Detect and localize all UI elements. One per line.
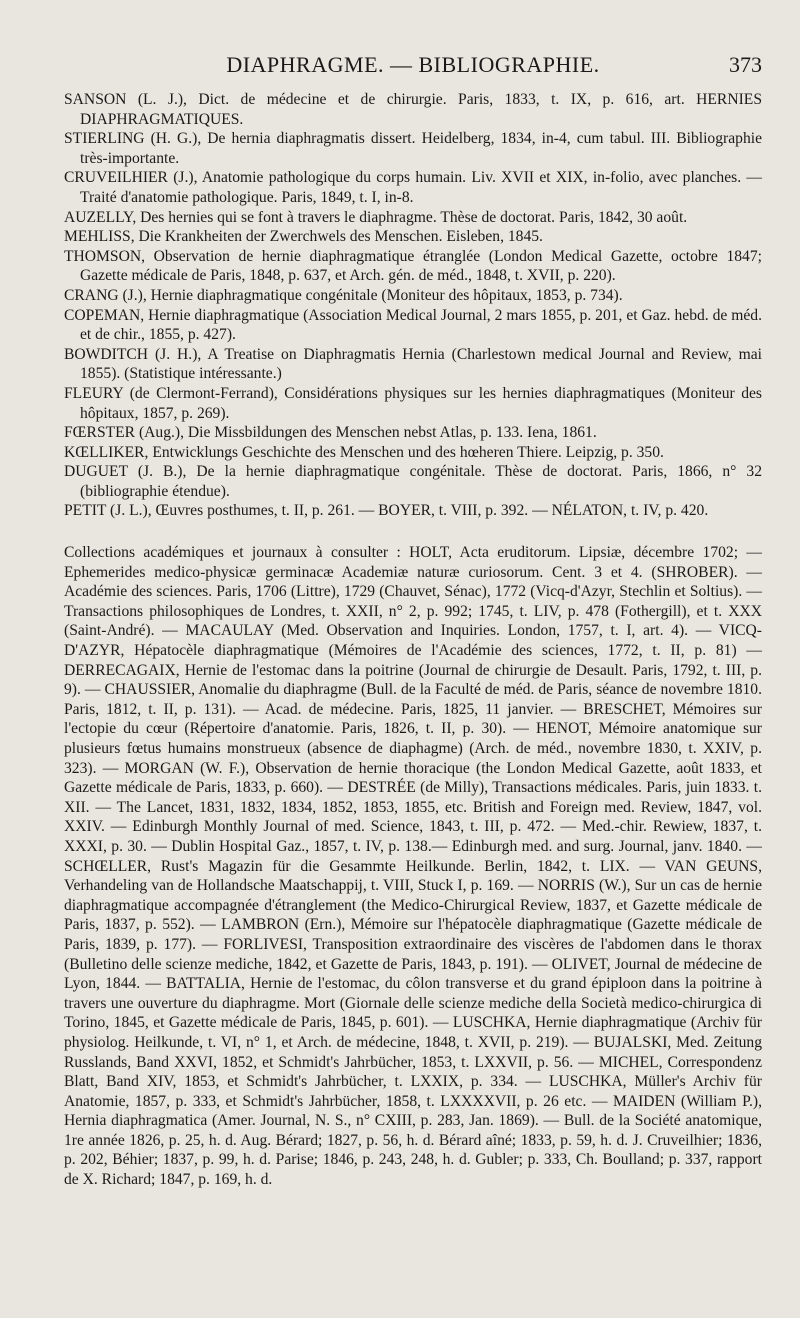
bibliography-entry: SANSON (L. J.), Dict. de médecine et de chirurgie. Paris, 1833, t. IX, p. 616, art. HERNIES DIAPHRAGMATIQUES.	[64, 91, 762, 128]
bibliography-entry: KŒLLIKER, Entwicklungs Geschichte des Menschen und des hœheren Thiere. Leipzig, p. 350.	[64, 443, 664, 461]
bibliography-entry: THOMSON, Observation de hernie diaphragmatique étranglée (London Medical Gazette, octobre 1847; Gazette médicale de Paris, 1848, p. 637, et Arch. gén. de méd., 1848, t. XVII, p. 220).	[64, 247, 762, 285]
bibliography-entry: BOWDITCH (J. H.), A Treatise on Diaphragmatis Hernia (Charlestown medical Journal and Review, mai 1855). (Statistique intéressante.)	[64, 345, 762, 383]
bibliography-entry: FŒRSTER (Aug.), Die Missbildungen des Menschen nebst Atlas, p. 133. Iena, 1861.	[64, 424, 597, 442]
page-header	[64, 50, 762, 90]
running-title: DIAPHRAGME. — BIBLIOGRAPHIE.	[226, 52, 600, 77]
bibliography-entry: PETIT (J. L.), Œuvres posthumes, t. II, p. 261. — BOYER, t. VIII, p. 392. — NÉLATON, t. IV, p. 420.	[64, 502, 709, 520]
collections-paragraph: Collections académiques et journaux à consulter : HOLT, Acta eruditorum. Lipsiæ, décembre 1702; — Ephemerides medico-physicæ germinacæ Academiæ naturæ curiosorum. Cent. 3 et 4. (SHROBER). — Académie des sciences. Paris, 1706 (Littre), 1729 (Chauvet, Sénac), 1772 (Vicq-d'Azyr, Stechlin et Soltius). — Transactions philosophiques de Londres, t. XXII, n° 2, p. 992; 1745, t. LIV, p. 478 (Fothergill), et t. XXX (Saint-André). — MACAULAY (Med. Observation and Inquiries. London, 1757, t. I, art. 4). — VICQ-D'AZYR, Hépatocèle diaphragmatique (Mémoires de l'Académie des sciences, 1772, t. II, p. 81) — DERRECAGAIX, Hernie de l'estomac dans la poitrine (Journal de chirurgie de Desault. Paris, 1792, t. III, p. 9). — CHAUSSIER, Anomalie du diaphragme (Bull. de la Faculté de méd. de Paris, séance de novembre 1810. Paris, 1812, t. II, p. 131). — Acad. de médecine. Paris, 1825, 11 janvier. — BRESCHET, Mémoires sur l'ectopie du cœur (Répertoire d'anatomie. Paris, 1826, t. II, p. 30). — HENOT, Mémoire anatomique sur plusieurs fœtus humains monstrueux (absence de diaphagme) (Arch. de méd., novembre 1830, t. XXIV, p. 323). — MORGAN (W. F.), Observation de hernie thoracique (the London Medical Gazette, août 1833, et Gazette médicale de Paris, 1833, p. 660). — DESTRÉE (de Milly), Transactions médicales. Paris, juin 1833. t. XII. — The Lancet, 1831, 1832, 1834, 1852, 1853, 1855, etc. British and Foreign med. Review, 1847, vol. XXIV. — Edinburgh Monthly Journal of med. Science, 1843, t. III, p. 472. — Med.-chir. Rewiew, 1837, t. XXXI, p. 30. — Dublin Hospital Gaz., 1857, t. IV, p. 138.— Edinburgh med. and surg. Journal, janv. 1840. — SCHŒLLER, Rust's Magazin für die Gesammte Heilkunde. Berlin, 1842, t. LIX. — VAN GEUNS, Verhandeling van de Hollandsche Maatschappij, t. VIII, Stuck I, p. 169. — NORRIS (W.), Sur un cas de hernie diaphragmatique accompagnée d'étranglement (the Medico-Chirurgical Review, 1837, et Gazette médicale de Paris, 1837, p. 552). — LAMBRON (Ern.), Mémoire sur l'hépatocèle diaphragmatique (Gazette médicale de Paris, 1839, p. 177). — FORLIVESI, Transposition extraordinaire des viscères de l'abdomen dans le thorax (Bulletino delle scienze mediche, 1842, et Gazette de Paris, 1843, p. 191). — OLIVET, Journal de médecine de Lyon, 1844. — BATTALIA, Hernie de l'estomac, du côlon transverse et du grand épiploon dans la poitrine à travers une ouverture du diaphragme. Mort (Giornale delle scienze mediche della Società medico-chirurgica di Torino, 1845, et Gazette médicale de Paris, 1845, p. 601). — LUSCHKA, Hernie diaphragmatique (Archiv für physiolog. Heilkunde, t. VI, n° 1, et Arch. de médecine, 1848, t. XVII, p. 219). — BUJALSKI, Med. Zeitung Russlands, Band XXVI, 1852, et Schmidt's Jahrbücher, 1853, t. LXXVII, p. 56. — MICHEL, Correspondenz Blatt, Band XIV, 1853, et Schmidt's Jahrbücher, t. LXXIX, p. 334. — LUSCHKA, Müller's Archiv für Anatomie, 1857, p. 333, et Schmidt's Jahrbücher, 1858, t. LXXXXVII, p. 26 etc. — MAIDEN (William P.), Hernia diaphragmatica (Amer. Journal, N. S., n° CXIII, p. 283, Jan. 1869). — Bull. de la Société anatomique, 1re année 1826, p. 25, h. d. Aug. Bérard; 1827, p. 56, h. d. Bérard aîné; 1833, p. 59, h. d. J. Cruveilhier; 1836, p. 202, Béhier; 1837, p. 99, h. d. Parise; 1846, p. 243, 248, h. d. Gubler; p. 333, Ch. Boulland; p. 337, rapport de X. Richard; 1847, p. 169, h. d.	[64, 544, 762, 1189]
bibliography-entry: DUGUET (J. B.), De la hernie diaphragmatique congénitale. Thèse de doctorat. Paris, 1866, n° 32 (bibliographie étendue).	[64, 463, 762, 500]
bibliography-entry: COPEMAN, Hernie diaphragmatique (Association Medical Journal, 2 mars 1855, p. 201, et Gaz. hebd. de méd. et de chir., 1855, p. 427).	[64, 306, 762, 344]
page-number: 373	[729, 52, 762, 77]
bibliography-entry: AUZELLY, Des hernies qui se font à travers le diaphragme. Thèse de doctorat. Paris, 1842, 30 août.	[64, 208, 688, 226]
section-spacer	[64, 521, 762, 543]
bibliography-entry: STIERLING (H. G.), De hernia diaphragmatis dissert. Heidelberg, 1834, in-4, cum tabul. III. Bibliographie très-importante.	[64, 130, 762, 167]
bibliography-entry: FLEURY (de Clermont-Ferrand), Considérations physiques sur les hernies diaphragmatiques (Moniteur des hôpitaux, 1857, p. 269).	[64, 384, 762, 422]
bibliography-entry: CRUVEILHIER (J.), Anatomie pathologique du corps humain. Liv. XVII et XIX, in-folio, avec planches. — Traité d'anatomie pathologique. Paris, 1849, t. I, in-8.	[64, 169, 762, 206]
bibliography-entry: MEHLISS, Die Krankheiten der Zwerchwels des Menschen. Eisleben, 1845.	[64, 228, 543, 246]
bibliography-list	[64, 90, 762, 521]
bibliography-entry: CRANG (J.), Hernie diaphragmatique congénitale (Moniteur des hôpitaux, 1853, p. 734).	[64, 286, 623, 304]
